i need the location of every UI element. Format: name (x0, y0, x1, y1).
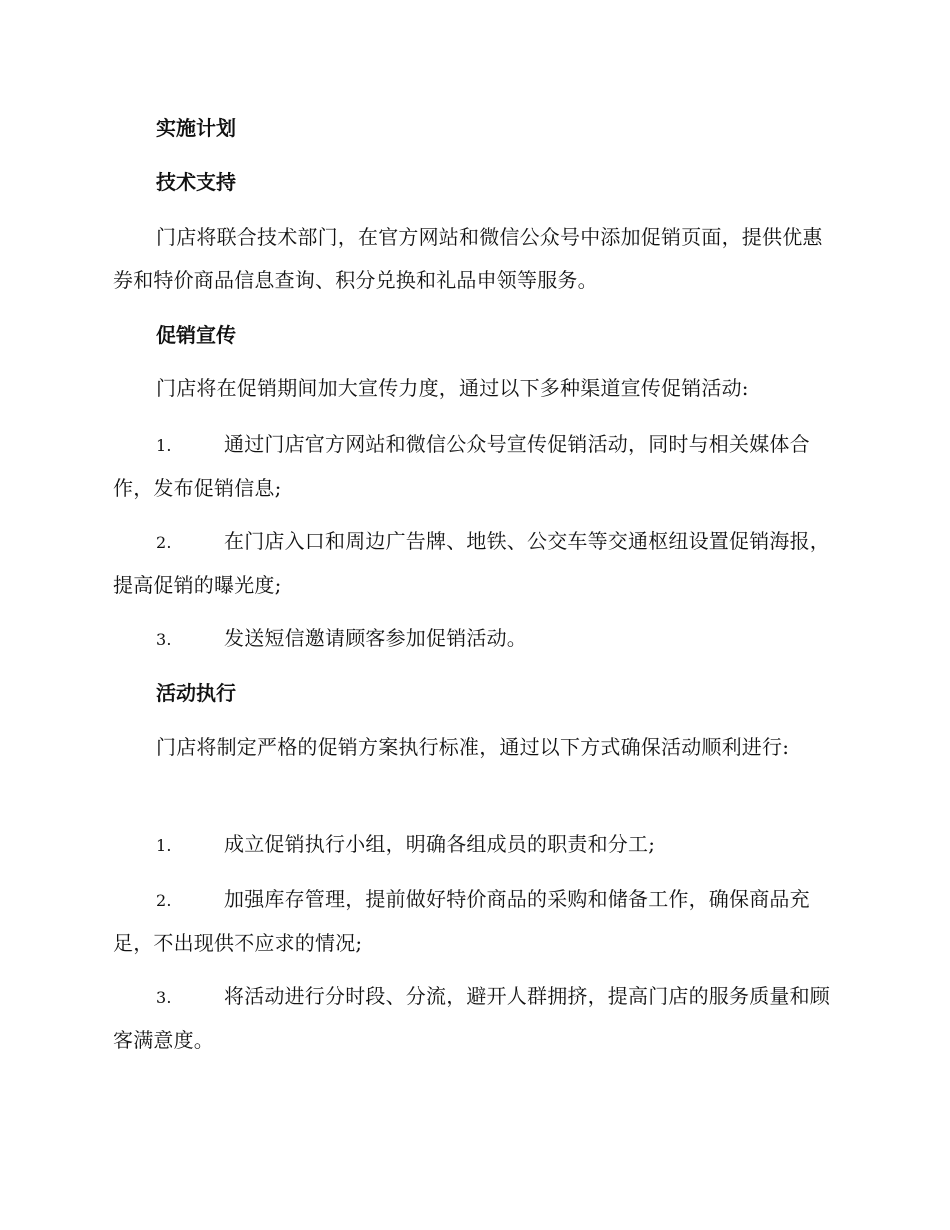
exec-heading-block (113, 679, 835, 707)
exec-list-item-2 (113, 878, 835, 965)
list-item-text: 成立促销执行小组，明确各组成员的职责和分工; (224, 832, 656, 856)
exec-intro-block (113, 726, 835, 769)
section-heading-promo: 促销宣传 (156, 323, 236, 347)
exec-list-item-1 (113, 823, 835, 867)
promo-intro-block (113, 367, 835, 410)
plan-heading-block (113, 114, 835, 142)
list-number: 3. (156, 988, 172, 1007)
list-number: 2. (156, 891, 172, 910)
promo-heading-block (113, 321, 835, 349)
list-item-text: 通过门店官方网站和微信公众号宣传促销活动，同时与相关媒体合作，发布促销信息; (113, 432, 810, 500)
promo-list-item-1 (113, 423, 835, 510)
list-number: 2. (156, 533, 172, 552)
exec-intro-paragraph: 门店将制定严格的促销方案执行标准，通过以下方式确保活动顺利进行: (156, 735, 790, 759)
list-item-text: 加强库存管理，提前做好特价商品的采购和储备工作，确保商品充足，不出现供不应求的情况; (113, 887, 810, 955)
section-heading-plan: 实施计划 (156, 116, 236, 140)
section-heading-tech: 技术支持 (156, 170, 236, 194)
list-number: 3. (156, 630, 172, 649)
tech-paragraph: 门店将联合技术部门，在官方网站和微信公众号中添加促销页面，提供优惠券和特价商品信息查询、积分兑换和礼品申领等服务。 (113, 225, 823, 292)
tech-heading-block (113, 168, 835, 196)
exec-list-item-3 (113, 975, 835, 1062)
list-item-text: 在门店入口和周边广告牌、地铁、公交车等交通枢纽设置促销海报，提高促销的曝光度; (113, 529, 830, 597)
list-number: 1. (156, 436, 172, 455)
section-heading-exec: 活动执行 (156, 681, 236, 705)
promo-list-item-3 (113, 617, 835, 661)
list-item-text: 将活动进行分时段、分流，避开人群拥挤，提高门店的服务质量和顾客满意度。 (113, 984, 830, 1052)
list-number: 1. (156, 836, 172, 855)
promo-list-item-2 (113, 520, 835, 607)
promo-intro-paragraph: 门店将在促销期间加大宣传力度，通过以下多种渠道宣传促销活动: (156, 376, 749, 400)
list-item-text: 发送短信邀请顾客参加促销活动。 (224, 626, 527, 650)
tech-paragraph-block (113, 216, 835, 302)
